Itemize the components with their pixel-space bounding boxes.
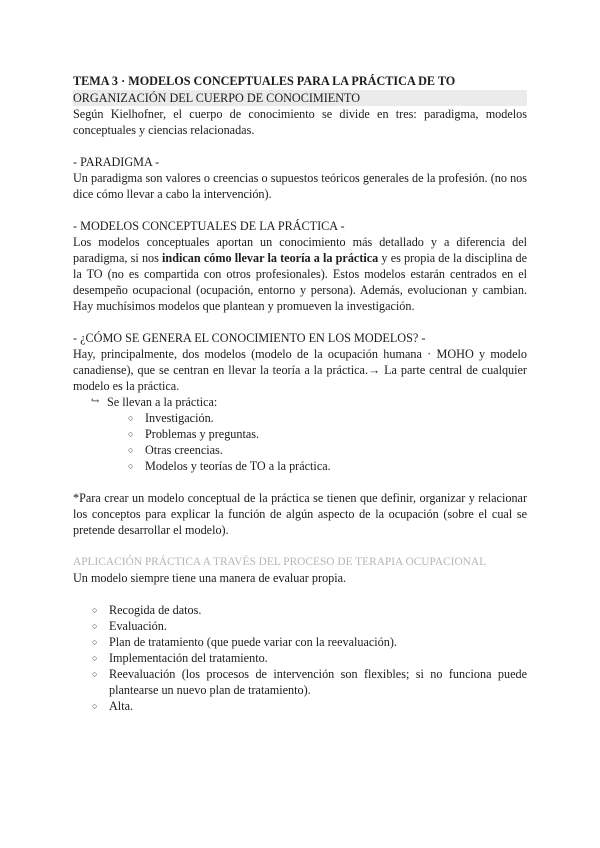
circle-bullet-icon: ○: [92, 701, 98, 711]
models-text-bold: indican cómo llevar la teoría a la práctica: [162, 251, 379, 265]
knowledge-paragraph: Hay, principalmente, dos modelos (modelo de la ocupación humana · MOHO y modelo canadiense), que se centran en llevar la teoría a la práctica.→ La parte central de cualquier modelo es la práctica.: [73, 347, 527, 393]
list-item-text: Plan de tratamiento (que puede variar con la reevaluación).: [109, 635, 397, 649]
list-item: [73, 458, 527, 474]
list-item-text: Reevaluación (los procesos de intervención son flexibles; si no funciona puede plantearse un nuevo plan de tratamiento).: [109, 667, 527, 697]
arrow-list: [73, 394, 527, 410]
list-item: [73, 650, 527, 666]
paradigm-heading: - PARADIGMA -: [73, 155, 160, 169]
list-item-text: Otras creencias.: [145, 443, 223, 457]
intro-paragraph: Según Kielhofner, el cuerpo de conocimiento se divide en tres: paradigma, modelos conceptuales y ciencias relacionadas.: [73, 107, 527, 137]
list-item-text: Recogida de datos.: [109, 603, 202, 617]
application-paragraph: Un modelo siempre tiene una manera de evaluar propia.: [73, 571, 347, 585]
list-item-text: Problemas y preguntas.: [145, 427, 260, 441]
arrow-item-label: Se llevan a la práctica:: [107, 395, 218, 409]
list-item-text: Implementación del tratamiento.: [109, 651, 268, 665]
list-item: [73, 634, 527, 650]
list-item: [73, 394, 527, 410]
list-item: [73, 426, 527, 442]
models-heading: - MODELOS CONCEPTUALES DE LA PRÁCTICA -: [73, 219, 345, 233]
arrow-bullet-icon: ↪: [91, 396, 100, 407]
process-list: [73, 602, 527, 714]
section-subtitle: ORGANIZACIÓN DEL CUERPO DE CONOCIMIENTO: [73, 90, 527, 106]
circle-bullet-icon: ○: [92, 637, 98, 647]
knowledge-sub-list: [73, 410, 527, 474]
list-item: [73, 698, 527, 714]
circle-bullet-icon: ○: [92, 605, 98, 615]
list-item: [73, 410, 527, 426]
circle-bullet-icon: ○: [92, 653, 98, 663]
list-item: [73, 442, 527, 458]
circle-bullet-icon: ○: [128, 445, 134, 455]
circle-bullet-icon: ○: [128, 413, 134, 423]
list-item-text: Alta.: [109, 699, 134, 713]
document-title: TEMA 3 · MODELOS CONCEPTUALES PARA LA PRÁCTICA DE TO: [73, 74, 456, 88]
list-item-text: Investigación.: [145, 411, 214, 425]
circle-bullet-icon: ○: [128, 429, 134, 439]
list-item: [73, 602, 527, 618]
models-text-start: Los modelos conceptuales aportan un conocimiento más detallado y a diferencia del paradigma, si nos: [73, 235, 527, 265]
knowledge-heading: - ¿CÓMO SE GENERA EL CONOCIMIENTO EN LOS MODELOS? -: [73, 331, 426, 345]
note-paragraph: *Para crear un modelo conceptual de la práctica se tienen que definir, organizar y relacionar los conceptos para explicar la función de algún aspecto de la ocupación (sobre el cual se pretende desarrollar el modelo).: [73, 491, 527, 537]
list-item-text: Modelos y teorías de TO a la práctica.: [145, 459, 331, 473]
circle-bullet-icon: ○: [92, 621, 98, 631]
circle-bullet-icon: ○: [92, 669, 98, 679]
application-heading: APLICACIÓN PRÁCTICA A TRAVÉS DEL PROCESO DE TERAPIA OCUPACIONAL: [73, 556, 487, 568]
circle-bullet-icon: ○: [128, 461, 134, 471]
paradigm-paragraph: Un paradigma son valores o creencias o supuestos teóricos generales de la profesión. (no nos dice cómo llevar a cabo la intervención).: [73, 171, 527, 201]
models-paragraph: [73, 234, 527, 314]
models-text-end: y es propia de la disciplina de la TO (no es compartida con otros profesionales). Estos modelos estarán centrados en el desempeño ocupacional (ocupación, entorno y persona). Además, evolucionan y cambian. Hay muchísimos modelos que plantean y promueven la investigación.: [73, 251, 527, 313]
list-item: [73, 666, 527, 698]
list-item-text: Evaluación.: [109, 619, 167, 633]
document-content: [73, 73, 527, 714]
list-item: [73, 618, 527, 634]
